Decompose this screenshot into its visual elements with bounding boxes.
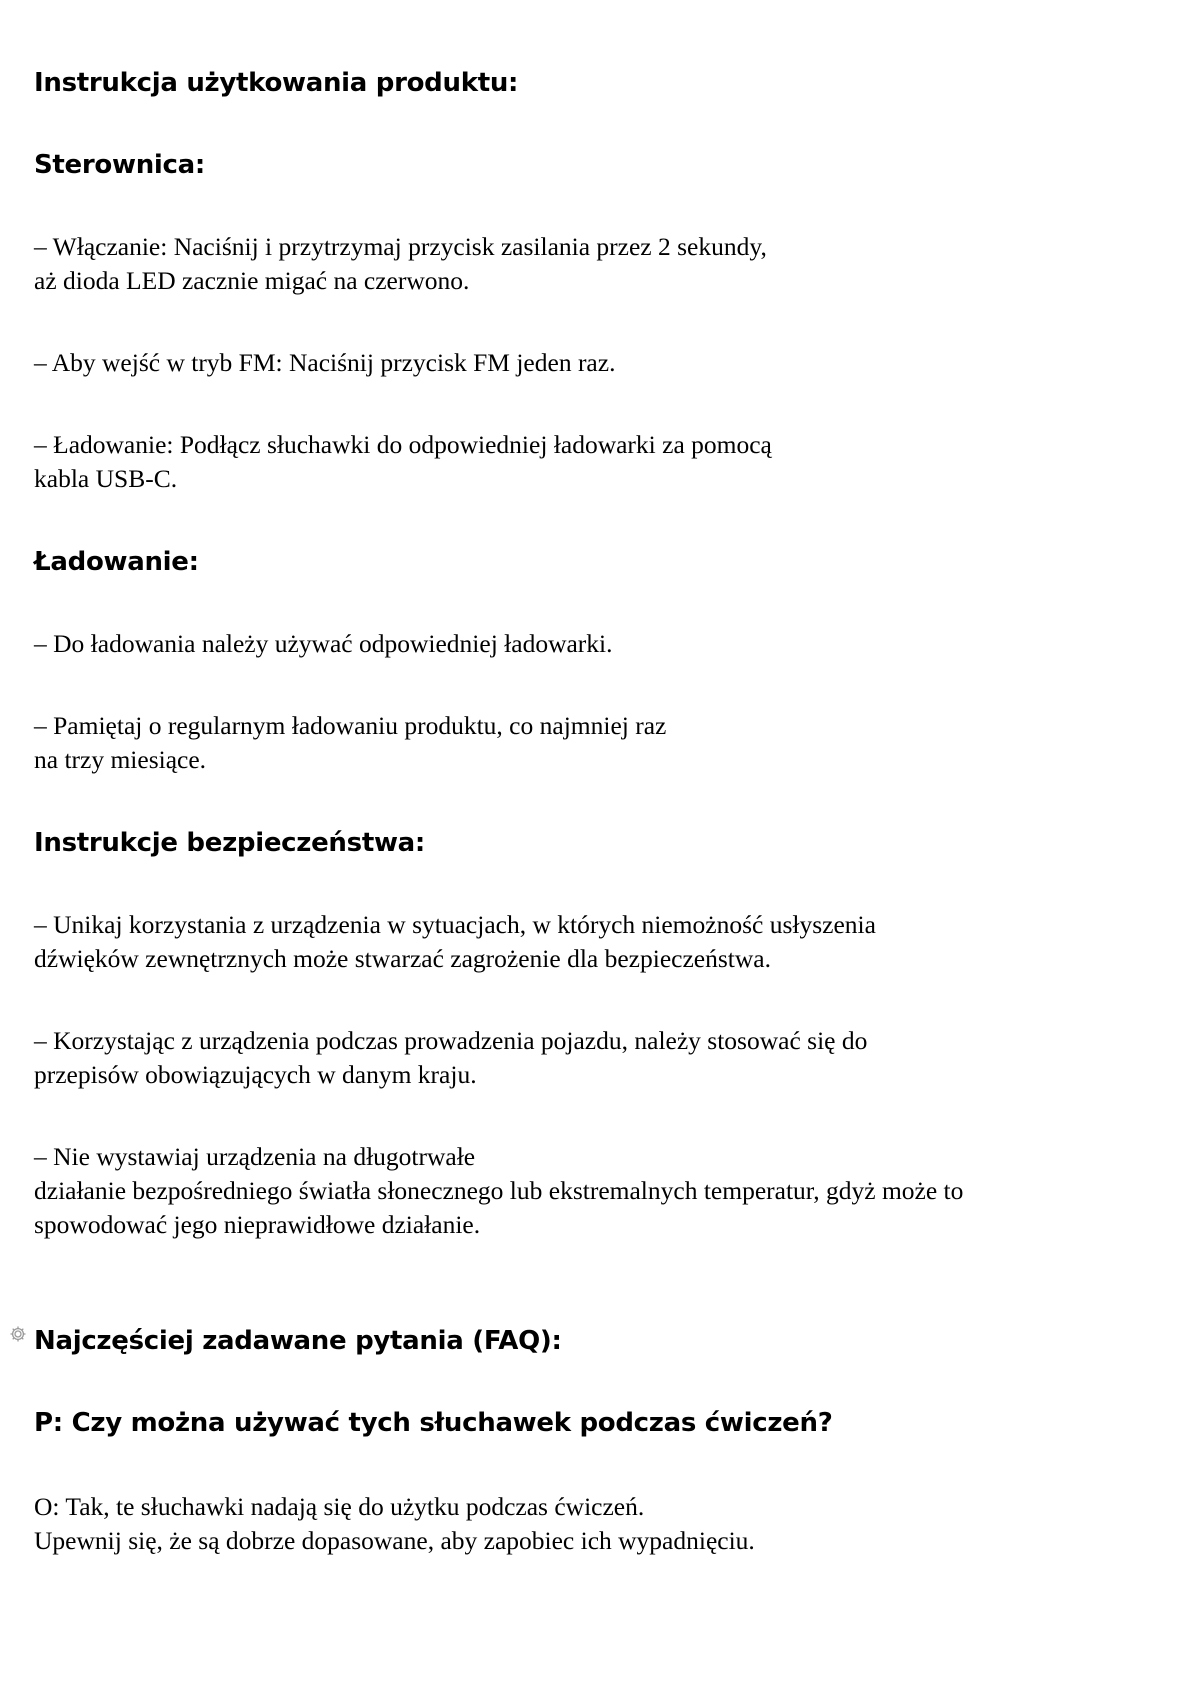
- text-line: – Włączanie: Naciśnij i przytrzymaj przycisk zasilania przez 2 sekundy,: [34, 232, 767, 261]
- controller-power-on-paragraph: [34, 230, 767, 298]
- text-line: przepisów obowiązujących w danym kraju.: [34, 1060, 477, 1089]
- faq-question: P: Czy można używać tych słuchawek podczas ćwiczeń?: [34, 1408, 833, 1438]
- faq-answer: [34, 1490, 755, 1558]
- text-line: – Unikaj korzystania z urządzenia w sytuacjach, w których niemożność usłyszenia: [34, 910, 876, 939]
- heading-controller: Sterownica:: [34, 150, 205, 180]
- text-line: – Pamiętaj o regularnym ładowaniu produktu, co najmniej raz: [34, 711, 667, 740]
- text-line: – Korzystając z urządzenia podczas prowadzenia pojazdu, należy stosować się do: [34, 1026, 868, 1055]
- document-title: Instrukcja użytkowania produktu:: [34, 68, 519, 98]
- text-line: – Ładowanie: Podłącz słuchawki do odpowiedniej ładowarki za pomocą: [34, 430, 772, 459]
- text-line: dźwięków zewnętrznych może stwarzać zagrożenie dla bezpieczeństwa.: [34, 944, 771, 973]
- text-line: – Nie wystawiaj urządzenia na długotrwałe: [34, 1142, 476, 1171]
- text-line: Upewnij się, że są dobrze dopasowane, aby zapobiec ich wypadnięciu.: [34, 1526, 755, 1555]
- heading-faq: Najczęściej zadawane pytania (FAQ):: [34, 1326, 562, 1356]
- text-line: spowodować jego nieprawidłowe działanie.: [34, 1210, 481, 1239]
- safety-hearing-paragraph: [34, 908, 876, 976]
- safety-sunlight-paragraph: [34, 1140, 963, 1242]
- safety-driving-paragraph: [34, 1024, 867, 1092]
- text-line: działanie bezpośredniego światła słonecznego lub ekstremalnych temperatur, gdyż może to: [34, 1176, 964, 1205]
- charging-charger-paragraph: [34, 627, 613, 661]
- text-line: O: Tak, te słuchawki nadają się do użytku podczas ćwiczeń.: [34, 1492, 645, 1521]
- controller-fm-paragraph: [34, 346, 615, 380]
- controller-charging-paragraph: [34, 428, 772, 496]
- heading-charging: Ładowanie:: [34, 547, 199, 577]
- text-line: – Aby wejść w tryb FM: Naciśnij przycisk FM jeden raz.: [34, 348, 616, 377]
- text-line: kabla USB-C.: [34, 464, 178, 493]
- heading-safety: Instrukcje bezpieczeństwa:: [34, 828, 426, 858]
- text-line: na trzy miesiące.: [34, 745, 207, 774]
- charging-regular-paragraph: [34, 709, 666, 777]
- gear-icon[interactable]: [8, 1324, 28, 1344]
- text-line: aż dioda LED zacznie migać na czerwono.: [34, 266, 470, 295]
- text-line: – Do ładowania należy używać odpowiedniej ładowarki.: [34, 629, 613, 658]
